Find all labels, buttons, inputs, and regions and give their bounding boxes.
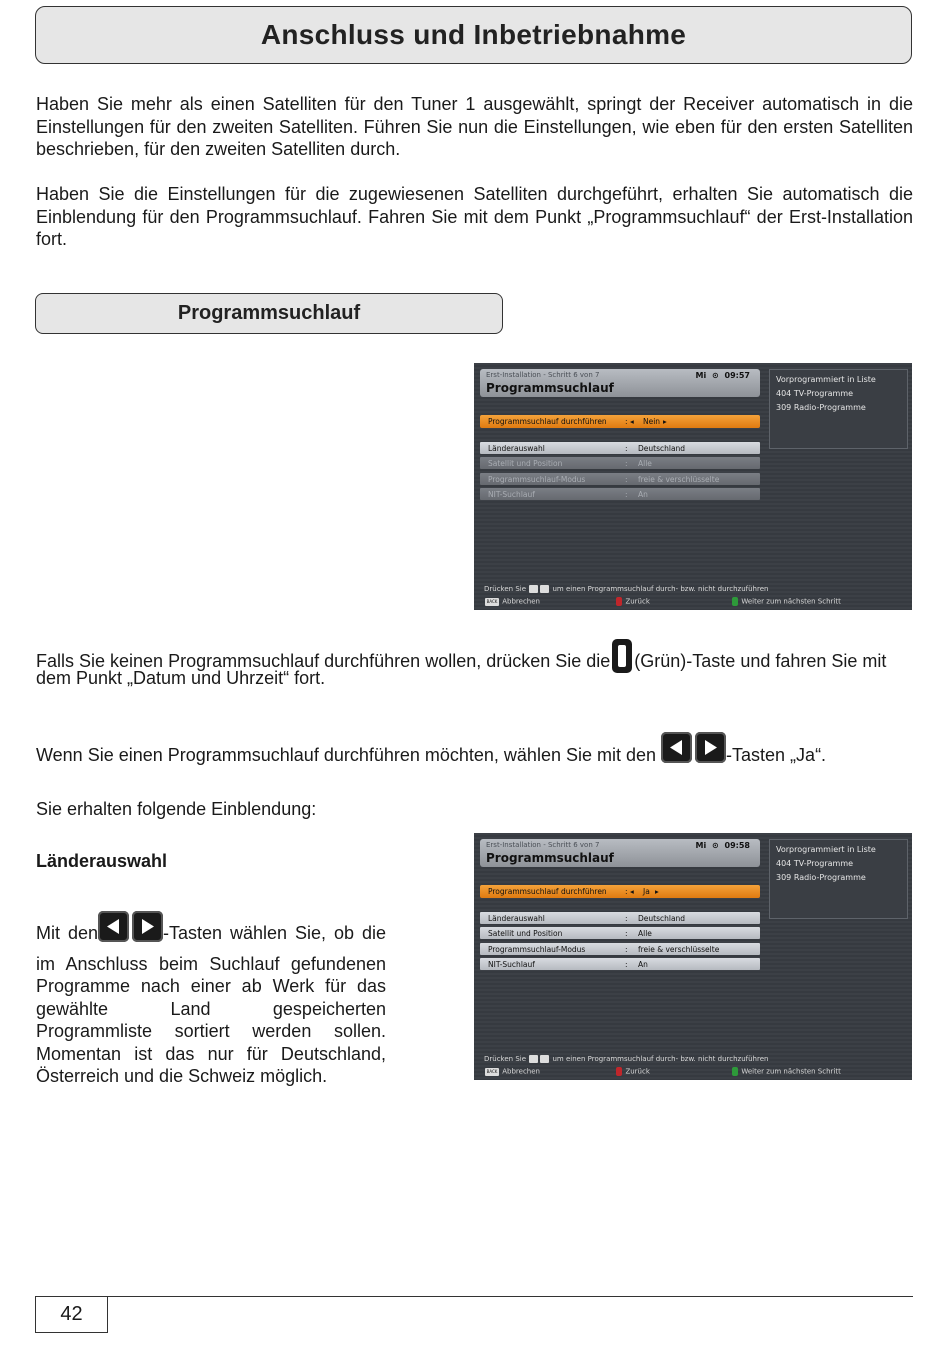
red-label: Zurück	[625, 1067, 650, 1076]
info-line: 404 TV-Programme	[776, 389, 854, 398]
arrow-text-pre: Wenn Sie einen Programmsuchlauf durchführen möchten, wählen Sie mit den	[36, 744, 657, 765]
setting-row[interactable]: Programmsuchlauf-Modus : freie & verschlüsselte	[480, 943, 760, 955]
info-line: 309 Radio-Programme	[776, 873, 866, 882]
preprogram-info-panel	[769, 839, 908, 919]
setting-row[interactable]: Länderauswahl : Deutschland	[480, 442, 760, 454]
page-title-box	[35, 6, 912, 64]
green-button-icon	[732, 597, 738, 606]
red-button-icon	[616, 1067, 622, 1076]
hint-post: um einen Programmsuchlauf durch- bzw. nicht durchzuführen	[552, 1055, 769, 1063]
right-key-icon	[540, 1055, 549, 1063]
screen-header	[480, 369, 760, 397]
setting-row: Programmsuchlauf-Modus : freie & verschlüsselte	[480, 473, 760, 485]
intro-paragraph-2: Haben Sie die Einstellungen für die zugewiesenen Satelliten durchgeführt, erhalten Sie automatisch die Einblendung für den Programmsuchlauf. Fahren Sie mit dem Punkt „Programmsuchlauf“ der Erst-Installation fort.	[36, 184, 913, 249]
section-title: Programmsuchlauf	[177, 302, 361, 324]
row-value: freie & verschlüsselte	[638, 945, 720, 954]
right-arrow-icon: ▸	[655, 887, 659, 896]
row-label: Satellit und Position	[488, 929, 563, 938]
search-action-row[interactable]: Programmsuchlauf durchführen : ◂ Ja ▸	[480, 885, 760, 898]
green-button-icon	[732, 1067, 738, 1076]
setting-row[interactable]: NIT-Suchlauf : An	[480, 958, 760, 970]
screen-title: Programmsuchlauf	[486, 381, 614, 395]
hint-post: um einen Programmsuchlauf durch- bzw. nicht durchzuführen	[552, 585, 769, 593]
arrow-text-post: -Tasten „Ja“.	[726, 744, 827, 765]
green-text-pre: Falls Sie keinen Programmsuchlauf durchführen wollen, drücken Sie die	[36, 650, 611, 671]
left-key-icon	[529, 585, 538, 593]
row-label: Programmsuchlauf-Modus	[488, 945, 586, 954]
action-value: Ja	[643, 887, 650, 896]
right-arrow-key-icon	[132, 911, 163, 942]
green-label: Weiter zum nächsten Schritt	[741, 597, 841, 606]
row-value: An	[638, 490, 648, 499]
screen-step: Erst-Installation - Schritt 6 von 7	[486, 841, 600, 849]
screen-hint	[484, 585, 768, 593]
screen-clock	[696, 371, 750, 380]
left-key-icon	[529, 1055, 538, 1063]
back-key-icon: BACK	[486, 1068, 498, 1074]
green-text-post: (Grün)-Taste und fahren Sie mit	[634, 650, 887, 671]
setting-row: Satellit und Position : Alle	[480, 457, 760, 469]
info-line: Vorprogrammiert in Liste	[776, 845, 876, 854]
laender-heading: Länderauswahl	[36, 851, 168, 871]
row-value: freie & verschlüsselte	[638, 475, 720, 484]
clock-icon: ⊙	[712, 371, 719, 380]
footer-divider	[35, 1296, 913, 1297]
screen-day: Mi	[695, 841, 707, 850]
preprogram-info-panel	[769, 369, 908, 449]
row-label: Satellit und Position	[488, 459, 563, 468]
intro-paragraph-1: Haben Sie mehr als einen Satelliten für den Tuner 1 ausgewählt, springt der Receiver automatisch in die Einstellungen für den zweiten Satelliten. Führen Sie nun die Einstellungen, wie eben für den ersten Satelliten beschrieben, für den zweiten Satelliten durch.	[36, 94, 913, 159]
row-value: Deutschland	[638, 444, 686, 453]
tv-screenshot-1	[474, 363, 912, 610]
row-label: NIT-Suchlauf	[488, 960, 535, 969]
section-title-box	[35, 293, 503, 334]
row-label: Länderauswahl	[488, 914, 545, 923]
back-label: Abbrechen	[502, 1067, 540, 1076]
hint-pre: Drücken Sie	[484, 585, 527, 593]
action-label: Programmsuchlauf durchführen	[488, 417, 607, 426]
green-key-icon	[612, 639, 632, 673]
left-arrow-key-icon	[98, 911, 129, 942]
row-label: NIT-Suchlauf	[488, 490, 535, 499]
screen-clock	[696, 841, 750, 850]
screen-header	[480, 839, 760, 867]
left-arrow-key-icon	[661, 732, 692, 763]
tv-screenshot-2	[474, 833, 912, 1080]
screen-time: 09:57	[724, 371, 750, 380]
laender-paragraph	[36, 916, 386, 1088]
screen-title: Programmsuchlauf	[486, 851, 614, 865]
laender-text-post: -Tasten wählen Sie, ob die im Anschluss beim Suchlauf gefundenen Programme nach einer ab Werk für das gewählte Land gespeicherten Programmliste sortiert werden sollen. Momentan ist das nur für Deutschland, Österreich und die Schweiz möglich.	[36, 923, 386, 1086]
setting-row: NIT-Suchlauf : An	[480, 488, 760, 500]
left-arrow-icon: ◂	[630, 417, 634, 426]
row-value: Deutschland	[638, 914, 686, 923]
clock-icon: ⊙	[712, 841, 719, 850]
row-value: Alle	[638, 929, 652, 938]
screen-legend	[484, 597, 841, 606]
search-action-row[interactable]: Programmsuchlauf durchführen : ◂ Nein ▸	[480, 415, 760, 428]
row-label: Länderauswahl	[488, 444, 545, 453]
arrow-key-text	[36, 738, 826, 774]
left-arrow-icon: ◂	[630, 887, 634, 896]
screen-day: Mi	[695, 371, 707, 380]
row-value: An	[638, 960, 648, 969]
screen-time: 09:58	[724, 841, 750, 850]
screen-legend	[484, 1067, 841, 1076]
info-line: 404 TV-Programme	[776, 859, 854, 868]
back-key-icon: BACK	[486, 598, 498, 604]
screen-step: Erst-Installation - Schritt 6 von 7	[486, 371, 600, 379]
arrow-keys	[98, 911, 163, 948]
right-key-icon	[540, 585, 549, 593]
right-arrow-icon: ▸	[663, 417, 667, 426]
row-label: Programmsuchlauf-Modus	[488, 475, 586, 484]
action-value: Nein	[643, 417, 661, 426]
setting-row[interactable]: Länderauswahl : Deutschland	[480, 912, 760, 924]
setting-row[interactable]: Satellit und Position : Alle	[480, 927, 760, 939]
overlay-text: Sie erhalten folgende Einblendung:	[36, 799, 317, 819]
action-label: Programmsuchlauf durchführen	[488, 887, 607, 896]
row-value: Alle	[638, 459, 652, 468]
red-button-icon	[616, 597, 622, 606]
hint-pre: Drücken Sie	[484, 1055, 527, 1063]
back-label: Abbrechen	[502, 597, 540, 606]
page-number: 42	[35, 1296, 108, 1333]
green-label: Weiter zum nächsten Schritt	[741, 1067, 841, 1076]
red-label: Zurück	[625, 597, 650, 606]
info-line: Vorprogrammiert in Liste	[776, 375, 876, 384]
green-key-text-line2: dem Punkt „Datum und Uhrzeit“ fort.	[36, 668, 326, 688]
laender-text-pre: Mit den	[36, 923, 98, 943]
right-arrow-key-icon	[695, 732, 726, 763]
info-line: 309 Radio-Programme	[776, 403, 866, 412]
screen-hint	[484, 1055, 768, 1063]
arrow-keys	[661, 732, 726, 768]
page-title: Anschluss und Inbetriebnahme	[260, 19, 687, 50]
